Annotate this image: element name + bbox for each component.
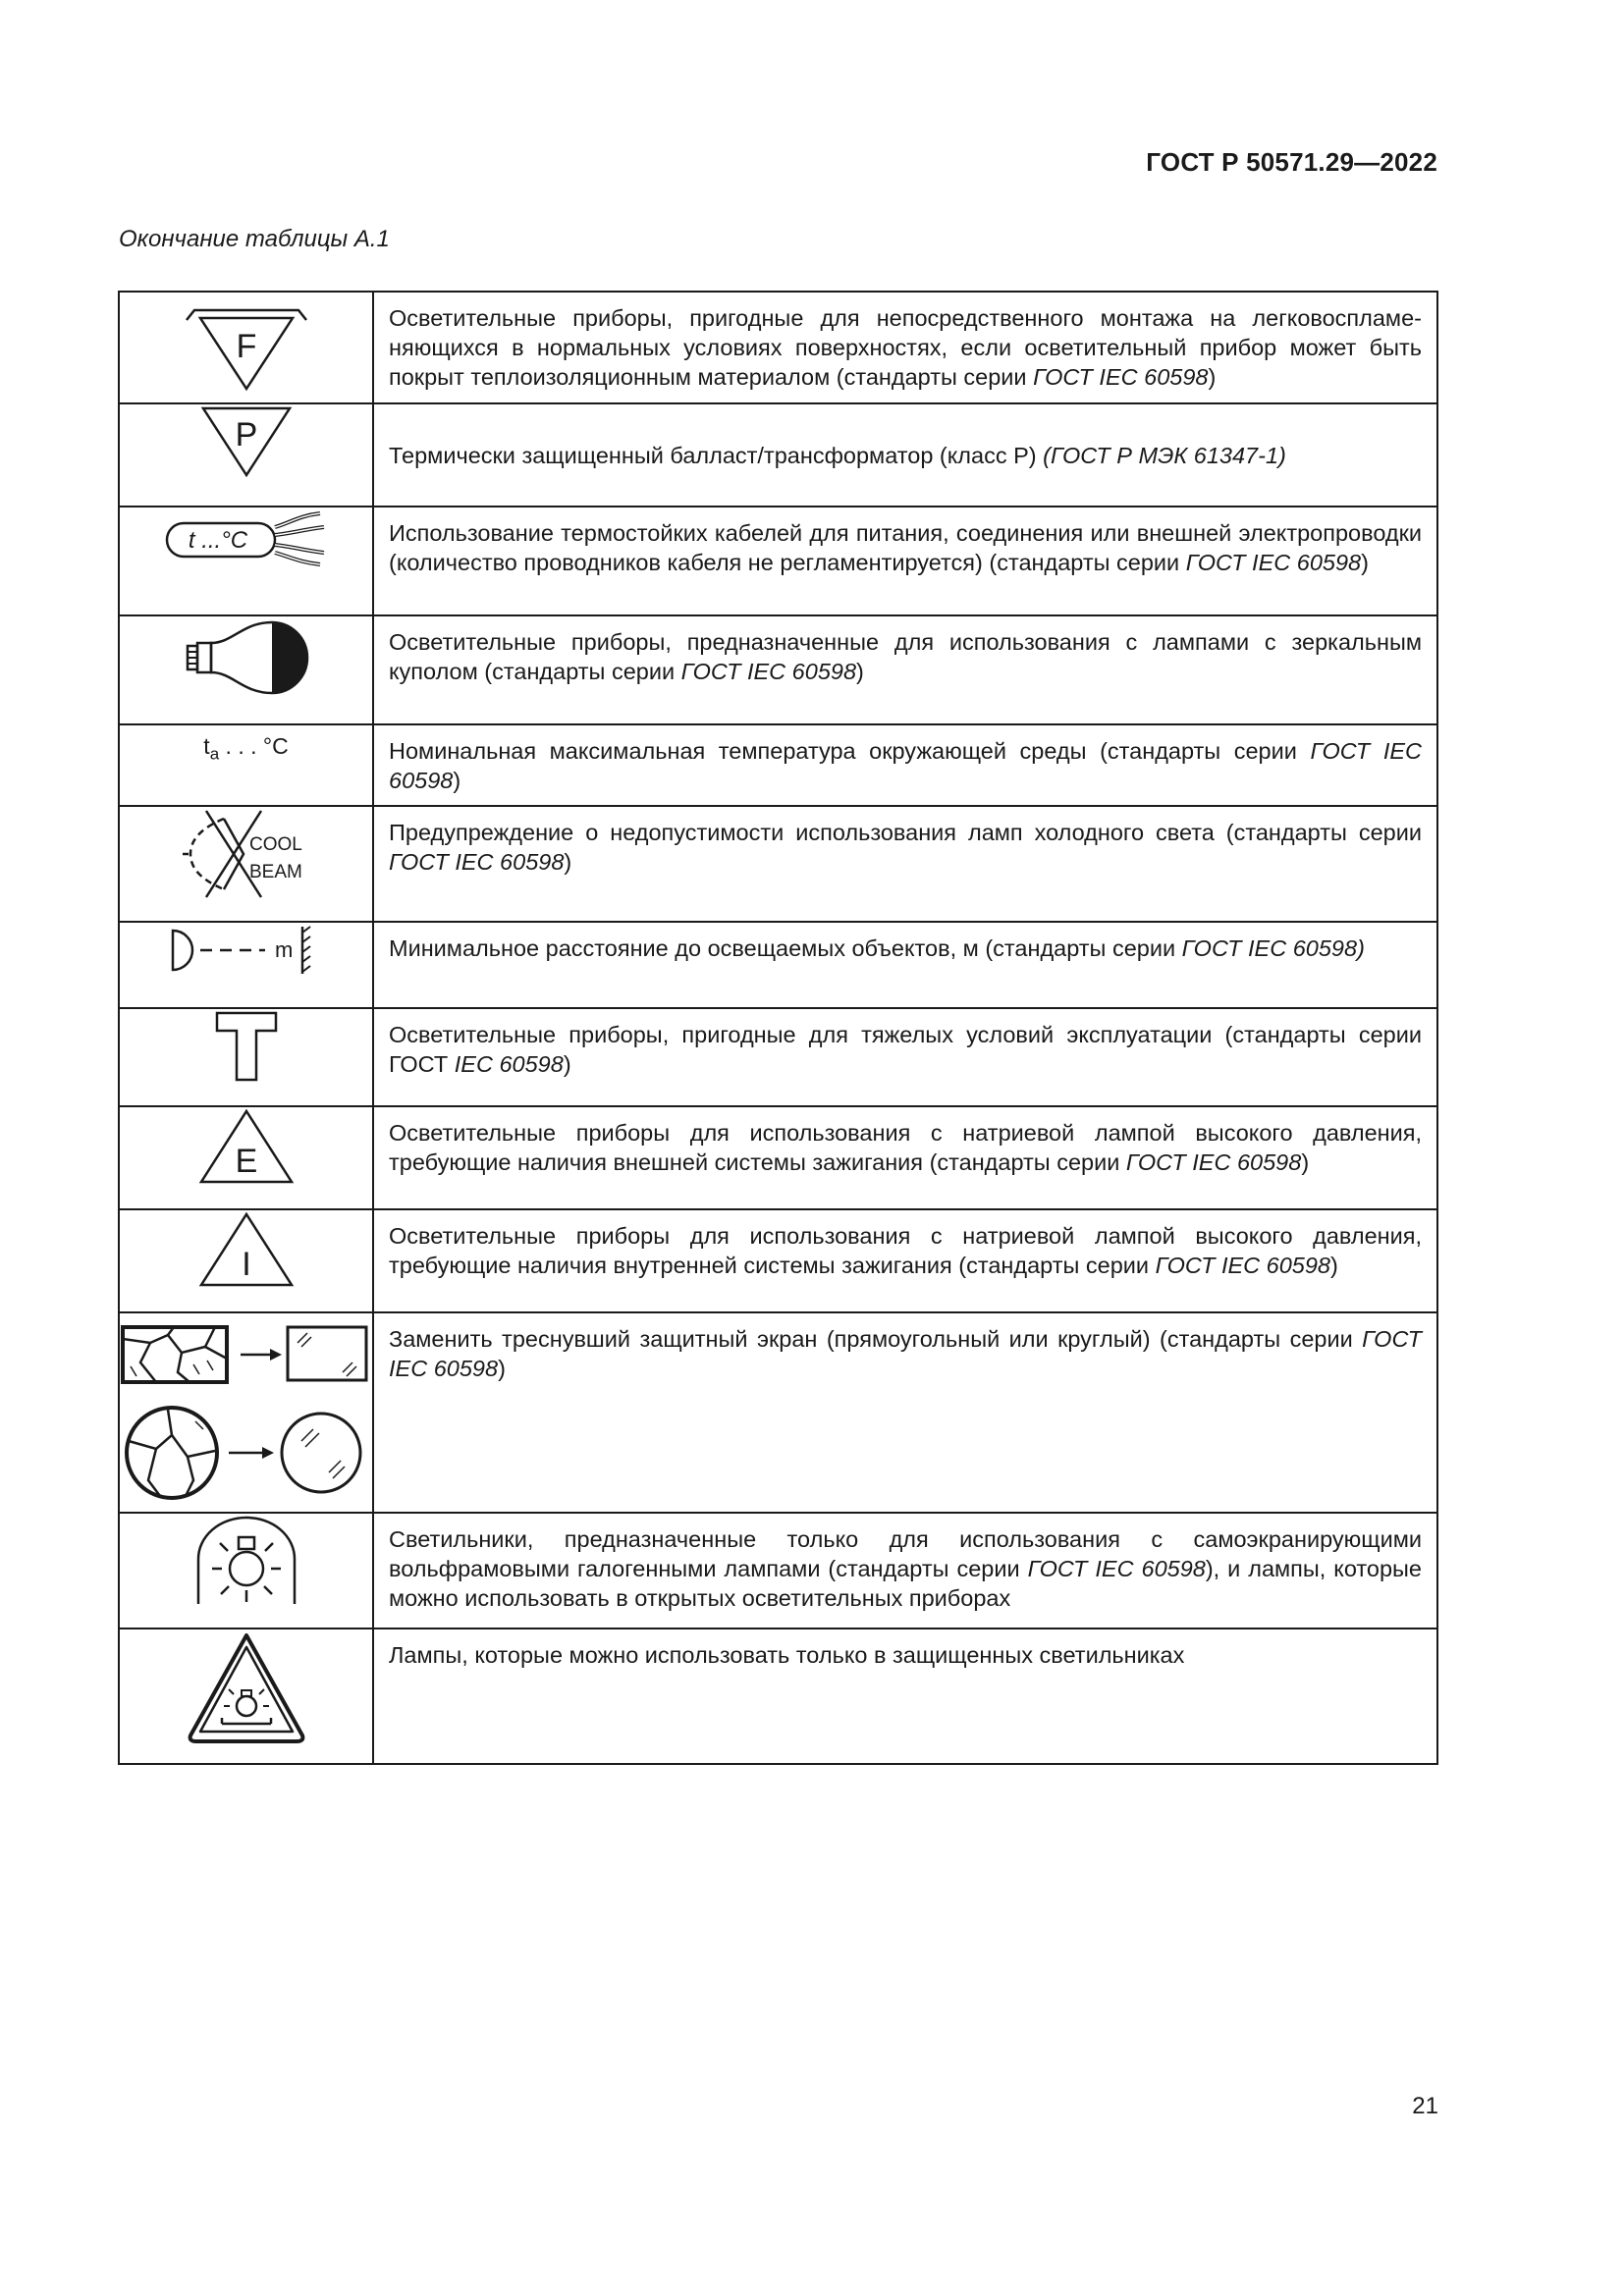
description-cell: Лампы, которые можно использовать только в защищенных светильниках	[373, 1629, 1437, 1764]
description-cell: Термически защищенный балласт/трансформатор (класс Р) (ГОСТ Р МЭК 61347-1)	[373, 403, 1437, 507]
table-row	[119, 615, 1437, 724]
svg-text:COOL: COOL	[248, 834, 302, 855]
description-cell: Осветительные приборы, предназначенные для использования с лампами с зеркальным куполом (стандарты серии ГОСТ IEC 60598)	[373, 615, 1437, 724]
description-cell: Осветительные приборы для использования с натриевой лампой высокого давления, требующие наличия внешней системы зажигания (стандарты серии ГОСТ IEC 60598)	[373, 1106, 1437, 1209]
svg-text:t ...°C: t ...°C	[188, 527, 247, 554]
triangle-p-icon	[197, 404, 296, 479]
symbol-cell	[119, 403, 373, 507]
description-cell: Светильники, предназначенные только для использования с самоэкранирующими вольфрамовыми галогенными лампами (стандарты серии ГОСТ IEC 60598), и лампы, которые можно использовать в открытых осветительных приборах	[373, 1513, 1437, 1629]
description-cell: Минимальное расстояние до освещаемых объектов, м (стандарты серии ГОСТ IEC 60598)	[373, 922, 1437, 1008]
document-code: ГОСТ Р 50571.29—2022	[1146, 147, 1437, 177]
svg-text:I: I	[241, 1246, 251, 1283]
table-row	[119, 292, 1437, 403]
triangle-f-icon	[183, 306, 310, 395]
triangle-i-icon	[197, 1210, 296, 1289]
min-distance-icon	[163, 923, 330, 978]
svg-text:E: E	[235, 1143, 257, 1180]
description-cell: Заменить треснувший защитный экран (прямоугольный или круглый) (стандарты серии ГОСТ IEC 60598)	[373, 1312, 1437, 1513]
table-row	[119, 1513, 1437, 1629]
symbol-cell	[119, 1209, 373, 1312]
svg-text:BEAM: BEAM	[248, 862, 302, 882]
replace-cracked-shield-icon	[121, 1313, 371, 1506]
svg-text:m: m	[274, 937, 293, 962]
svg-text:P: P	[235, 416, 257, 454]
symbol-cell	[119, 1629, 373, 1764]
symbol-cell	[119, 922, 373, 1008]
description-cell: Предупреждение о недопустимости использования ламп холодного света (стандарты серии ГОСТ IEC 60598)	[373, 806, 1437, 922]
protected-luminaire-only-icon	[185, 1629, 308, 1745]
symbol-cell	[119, 1312, 373, 1513]
symbol-cell	[119, 615, 373, 724]
symbol-cell	[119, 507, 373, 615]
mirror-dome-lamp-icon	[178, 616, 315, 699]
table-row	[119, 922, 1437, 1008]
description-cell: Использование термостойких кабелей для питания, соединения или внешней электропроводки (количество проводников кабеля не регламентируется) (стандарты серии ГОСТ IEC 60598)	[373, 507, 1437, 615]
cool-beam-prohibited-icon	[183, 807, 310, 901]
table-row	[119, 1106, 1437, 1209]
description-cell: Осветительные приборы, пригодные для тяжелых условий эксплуатации (стандарты серии ГОСТ IEC 60598)	[373, 1008, 1437, 1106]
description-cell: Осветительные приборы для использования с натриевой лампой высокого давления, требующие наличия внутренней системы зажигания (стандарты серии ГОСТ IEC 60598)	[373, 1209, 1437, 1312]
page-number: 21	[1412, 2093, 1438, 2119]
svg-text:F: F	[236, 328, 256, 365]
symbols-table	[118, 291, 1438, 1765]
description-cell: Осветительные приборы, пригодные для непосредственного монтажа на легковоспламеняющихся в нормальных условиях поверхностях, если осветительный прибор может быть покрыт теплоизоляционным материалом (стандарты серии ГОСТ IEC 60598)	[373, 292, 1437, 403]
table-row	[119, 1008, 1437, 1106]
rough-service-icon	[207, 1009, 286, 1084]
table-row	[119, 806, 1437, 922]
table-row	[119, 1209, 1437, 1312]
self-shielded-halogen-icon	[192, 1514, 300, 1608]
symbol-cell	[119, 724, 373, 806]
table-row	[119, 403, 1437, 507]
symbol-cell	[119, 292, 373, 403]
symbol-cell	[119, 1513, 373, 1629]
triangle-e-icon	[197, 1107, 296, 1186]
table-row	[119, 1629, 1437, 1764]
description-cell: Номинальная максимальная температура окружающей среды (стандарты серии ГОСТ IEC 60598)	[373, 724, 1437, 806]
symbol-cell	[119, 806, 373, 922]
table-row	[119, 1312, 1437, 1513]
symbol-cell	[119, 1008, 373, 1106]
table-caption: Окончание таблицы А.1	[119, 226, 390, 252]
table-row	[119, 724, 1437, 806]
table-row	[119, 507, 1437, 615]
symbol-cell	[119, 1106, 373, 1209]
heat-resistant-cable-icon	[163, 507, 330, 570]
ambient-temperature-icon: $t_a$ . . . °C	[203, 733, 289, 764]
